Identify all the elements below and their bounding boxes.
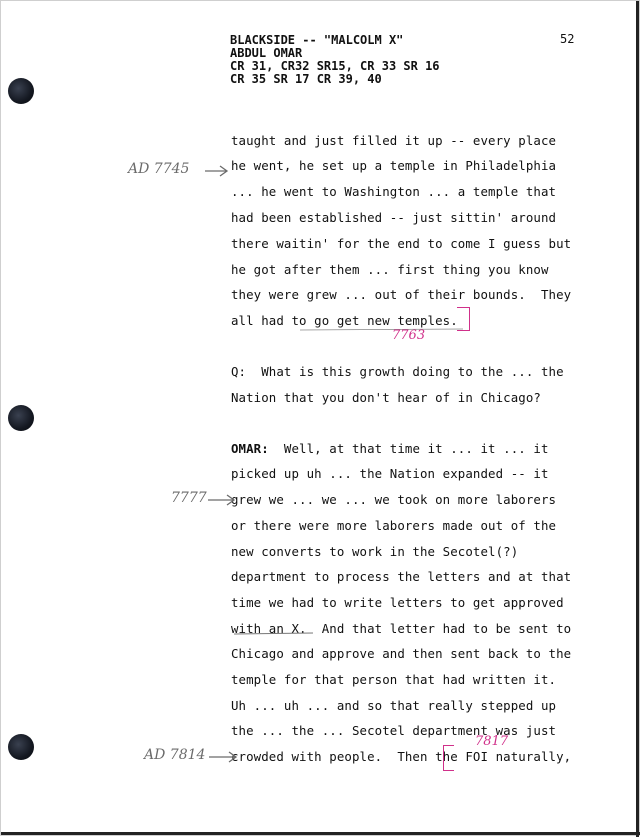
handwritten-ink-layer [1,1,640,837]
underline-mark [234,633,313,634]
pink-bracket-mark [443,745,454,771]
transcript-line: had been established -- just sittin' around [231,210,557,225]
handwritten-timecode: AD 7814 [144,747,206,763]
speaker-label: OMAR: [231,441,269,456]
question-line: Q: What is this growth doing to the ... the [231,364,564,379]
transcript-line: Chicago and approve and then sent back to the [231,646,572,661]
header-line: CR 31, CR32 SR15, CR 33 SR 16 [230,59,440,73]
transcript-line: crowded with people. Then the FOI naturally, [231,749,572,764]
underline-mark [300,329,463,330]
transcript-line: they were grew ... out of their bounds. They [231,287,572,302]
transcript-line: the ... the ... Secotel department was just [231,723,557,738]
transcript-line: with an X. And that letter had to be sent to [231,621,572,636]
arrow-mark [209,752,236,762]
header-line: ABDUL OMAR [230,46,303,60]
transcript-line: or there were more laborers made out of the [231,518,557,533]
handwritten-timecode-pink: 7763 [392,328,426,343]
transcript-line: there waitin' for the end to come I guess but [231,236,572,251]
transcript-line: department to process the letters and at that [231,569,572,584]
arrow-mark [205,166,227,176]
answer-text: Well, at that time it ... it ... it [268,441,549,456]
transcript-line: temple for that person that had written it. [231,672,557,687]
header-line: CR 35 SR 17 CR 39, 40 [230,72,382,86]
transcript-line: new converts to work in the Secotel(?) [231,544,519,559]
transcript-line: he went, he set up a temple in Philadelphia [231,158,557,173]
transcript-line: ... he went to Washington ... a temple that [231,184,557,199]
transcript-line: Uh ... uh ... and so that really stepped up [231,698,557,713]
transcript-line: picked up uh ... the Nation expanded -- it [231,466,549,481]
transcript-line: all had to go get new temples. [231,313,458,328]
header-line: BLACKSIDE -- "MALCOLM X" [230,33,404,47]
page-number: 52 [560,32,575,46]
handwritten-timecode: 7777 [171,490,207,506]
handwritten-timecode: AD 7745 [128,161,190,177]
transcript-line: taught and just filled it up -- every place [231,133,557,148]
transcript-line: he got after them ... first thing you know [231,262,549,277]
transcript-line: time we had to write letters to get approved [231,595,564,610]
transcript-line: grew we ... we ... we took on more laborers [231,492,557,507]
pink-bracket-mark [457,307,470,331]
question-line: Nation that you don't hear of in Chicago? [231,390,541,405]
handwritten-timecode-pink: 7817 [475,734,509,749]
arrow-mark [208,495,234,505]
